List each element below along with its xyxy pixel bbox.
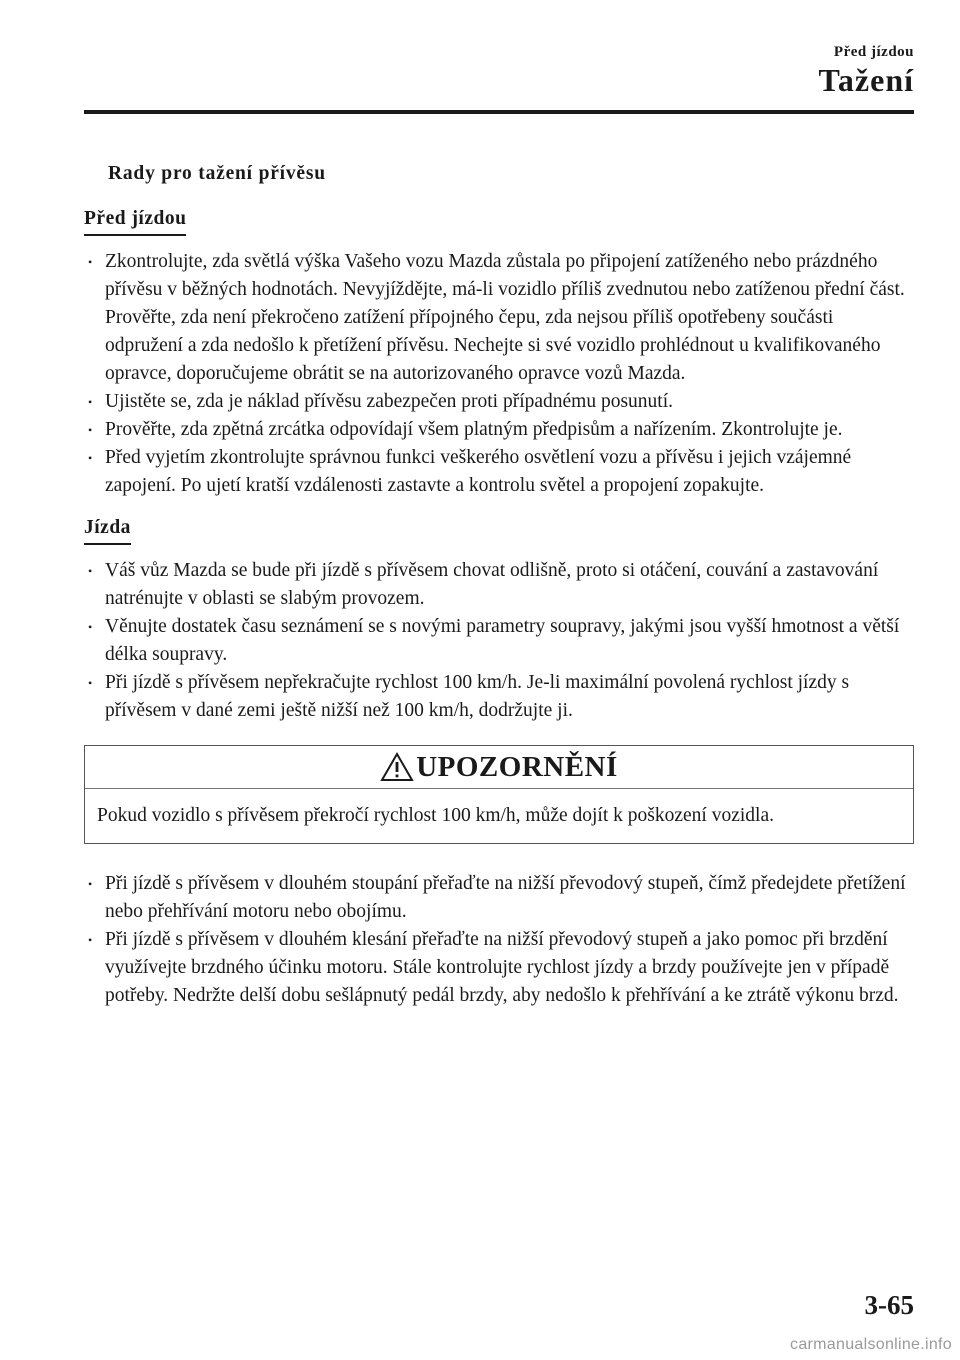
list-item: • Váš vůz Mazda se bude při jízdě s přívěsem chovat odlišně, proto si otáčení, couvání a zastavování natrénujte v oblasti se slabým provozem. (84, 557, 914, 613)
list-item: • Ujistěte se, zda je náklad přívěsu zabezpečen proti případnému posunutí. (84, 388, 914, 416)
running-header-section: Před jízdou (833, 44, 914, 60)
list-item: • Při jízdě s přívěsem nepřekračujte rychlost 100 km/h. Je-li maximální povolená rychlost jízdy s přívěsem v dané zemi ještě nižší než 100 km/h, dodržujte ji. (84, 669, 914, 725)
section-heading: Rady pro tažení přívěsu (108, 163, 326, 184)
list-item: • Při jízdě s přívěsem v dlouhém stoupání přeřaďte na nižší převodový stupeň, čímž předejdete přetížení nebo přehřívání motoru nebo obojímu. (84, 870, 914, 926)
list-item: • Při jízdě s přívěsem v dlouhém klesání přeřaďte na nižší převodový stupeň a jako pomoc při brzdění využívejte brzdného účinku motoru. Stále kontrolujte rychlost jízdy a brzdy používejte jen v případě potřeby. Nedržte delší dobu sešlápnutý pedál brzdy, aby nedošlo k přehřívání a ke ztrátě výkonu brzd. (84, 926, 914, 1010)
watermark: carmanualsonline.info (790, 1336, 952, 1353)
subheading-driving: Jízda (84, 514, 131, 545)
caution-box (84, 745, 914, 844)
page-content (84, 160, 914, 1020)
list-item: • Před vyjetím zkontrolujte správnou funkci veškerého osvětlení vozu a přívěsu i jejich vzájemné zapojení. Po ujetí kratší vzdálenosti zastavte a kontrolu světel a propojení zopakujte. (84, 444, 914, 500)
running-header-title: Tažení (818, 62, 914, 98)
caution-text: Pokud vozidlo s přívěsem překročí rychlost 100 km/h, může dojít k poškození vozidla. (97, 805, 774, 826)
warning-triangle-icon (380, 752, 414, 782)
driving-list (84, 557, 914, 725)
list-item: • Prověřte, zda zpětná zrcátka odpovídají všem platným předpisům a nařízením. Zkontrolujte je. (84, 416, 914, 444)
before-driving-list (84, 248, 914, 500)
page-number: 3-65 (864, 1290, 914, 1320)
caution-title: UPOZORNĚNÍ (416, 751, 618, 783)
list-item: • Zkontrolujte, zda světlá výška Vašeho vozu Mazda zůstala po připojení zatíženého nebo prázdného přívěsu v běžných hodnotách. Nevyjíždějte, má-li vozidlo příliš zvednutou nebo zatíženou přední část. Prověřte, zda není překročeno zatížení přípojného čepu, zda nejsou příliš opotřebeny součásti odpružení a zda nedošlo k přetížení přívěsu. Nechejte si své vozidlo prohlédnout u kvalifikovaného opravce, doporučujeme obrátit se na autorizovaného opravce vozů Mazda. (84, 248, 914, 388)
header-divider (84, 110, 914, 114)
caution-header (85, 746, 913, 789)
list-item: • Věnujte dostatek času seznámení se s novými parametry soupravy, jakými jsou vyšší hmotnost a větší délka soupravy. (84, 613, 914, 669)
after-caution-list (84, 870, 914, 1010)
subheading-before-driving: Před jízdou (84, 205, 186, 236)
